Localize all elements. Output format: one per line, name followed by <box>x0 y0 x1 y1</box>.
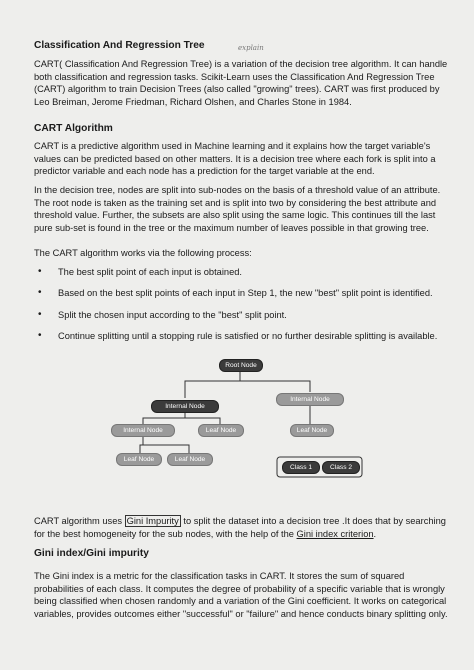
doc-title: Classification And Regression Tree <box>34 40 205 51</box>
gini-impurity-highlight: Gini Impurity <box>126 516 179 526</box>
list-item: • Based on the best split points of each input in Step 1, the new "best" split point is identified. <box>34 287 464 299</box>
root-node: Root Node <box>219 359 263 372</box>
intro-paragraph: CART( Classification And Regression Tree) is a variation of the decision tree algorithm. It can handle both classification and regression tasks. Scikit-Learn uses the Classification And Regression Tree (CART) algorithm to train Decision Trees (also called "growing" trees). CART was first produced by Leo Breiman, Jerome Friedman, Richard Olshen, and Charles Stone in 1984. <box>34 59 448 107</box>
cart-paragraph-2: In the decision tree, nodes are split into sub-nodes on the basis of a threshold value of an attribute. The root node is taken as the training set and is split into two by considering the best attribute and threshold value. Further, the subsets are also split using the same logic. This continues till the last pure sub-set is found in the tree or the maximum number of leaves possible in that growing tree. <box>34 185 441 233</box>
gini-heading: Gini index/Gini impurity <box>34 548 149 559</box>
leaf-node: Leaf Node <box>290 424 334 437</box>
list-item: • Continue splitting until a stopping rule is satisfied or no further desirable splitting is available. <box>34 330 464 342</box>
list-item: • The best split point of each input is obtained. <box>34 266 464 278</box>
gini-paragraph-intro: CART algorithm uses Gini Impurity to split the dataset into a decision tree .It does that by searching for the best homogeneity for the sub nodes, with the help of the Gini index criterion. <box>34 516 446 539</box>
internal-node-left: Internal Node <box>151 400 219 413</box>
list-item: • Split the chosen input according to the "best" split point. <box>34 309 464 321</box>
cart-paragraph-1: CART is a predictive algorithm used in Machine learning and it explains how the target variable's values can be predicted based on other matters. It is a decision tree where each fork is split into a predictor variable and each node has a prediction for the target variable at the end. <box>34 141 436 177</box>
class-2-node: Class 2 <box>322 461 360 474</box>
leaf-node: Leaf Node <box>167 453 213 466</box>
leaf-node: Leaf Node <box>198 424 244 437</box>
internal-node-right: Internal Node <box>276 393 344 406</box>
leaf-node: Leaf Node <box>116 453 162 466</box>
gini-paragraph: The Gini index is a metric for the classification tasks in CART. It stores the sum of squared probabilities of each class. It computes the degree of probability of a specific variable that is wrongly being classified when chosen randomly and a variation of the Gini coefficient. It works on categorical variables, provides outcomes either "successful" or "failure" and hence conducts binary splitting only. <box>34 571 448 619</box>
handwritten-note: explain <box>238 44 264 52</box>
process-intro: The CART algorithm works via the following process: <box>34 248 252 258</box>
process-list <box>34 266 464 352</box>
cart-heading: CART Algorithm <box>34 123 113 134</box>
class-1-node: Class 1 <box>282 461 320 474</box>
internal-node-left-left: Internal Node <box>111 424 175 437</box>
gini-criterion-highlight: Gini index criterion <box>296 528 374 539</box>
